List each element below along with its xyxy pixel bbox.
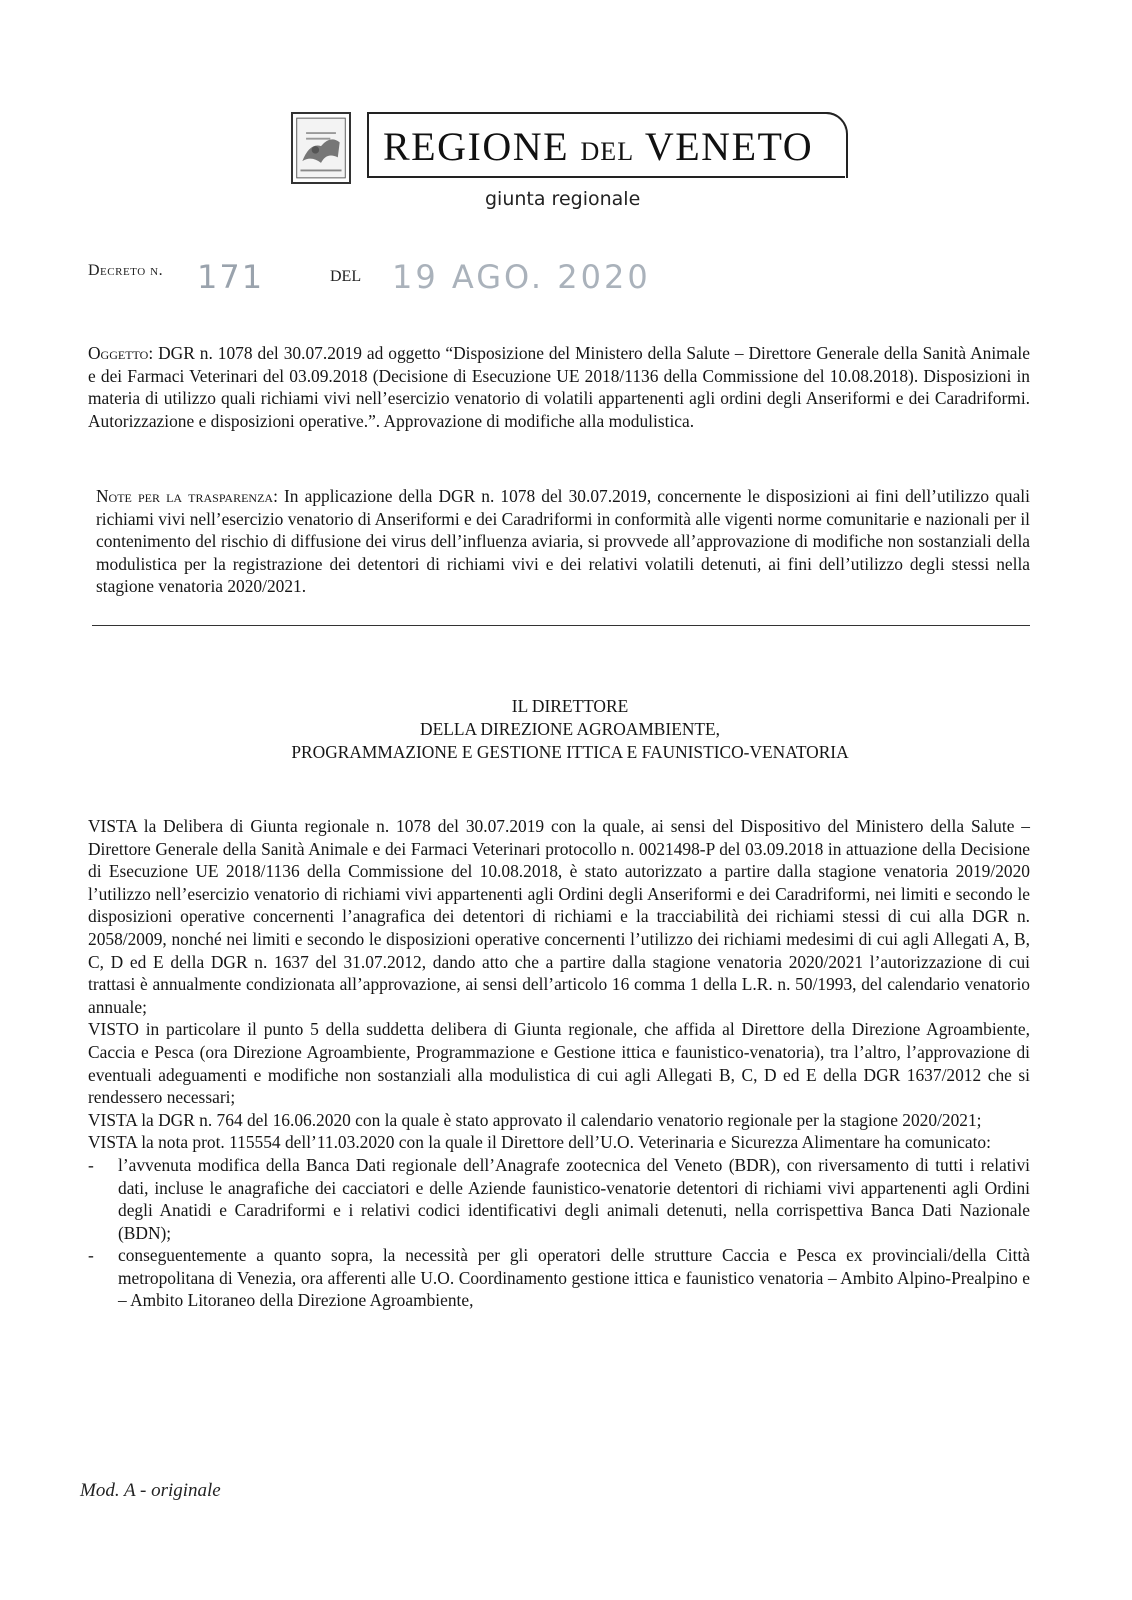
region-title-word1: REGIONE (383, 124, 570, 169)
decree-del-label: DEL (330, 268, 362, 285)
director-line-3: PROGRAMMAZIONE E GESTIONE ITTICA E FAUNISTICO-VENATORIA (291, 742, 849, 762)
decree-body (88, 815, 1030, 1312)
subtitle: giunta regionale (485, 188, 641, 210)
note-section (96, 485, 1030, 598)
communication-list (88, 1154, 1030, 1312)
list-item: - l’avvenuta modifica della Banca Dati regionale dell’Anagrafe zootecnica del Veneto (BDR), con riversamento di tutti i relativi dati, incluse le anagrafiche dei cacciatori e delle Aziende faunistico-venatorie detentori di richiami vivi appartenenti agli Ordini degli Anatidi e Caradriformi e i relativi codici identificativi degli animali detenuti, nella corrispettiva Banca Dati Nazionale (BDN); (88, 1154, 1030, 1244)
list-item: - conseguentemente a quanto sopra, la necessità per gli operatori delle strutture Caccia e Pesca ex provinciali/della Città metropolitana di Venezia, ora afferenti alle U.O. Coordinamento gestione ittica e faunistico venatoria – Ambito Alpino-Prealpino e – Ambito Litoraneo della Direzione Agroambiente, (88, 1244, 1030, 1312)
region-title-word2: DEL (580, 137, 635, 166)
decree-number-stamp: 171 (197, 258, 265, 296)
director-line-1: IL DIRETTORE (511, 696, 629, 716)
regional-coat-of-arms-icon (291, 112, 351, 184)
paragraph-vista-delibera: VISTA la Delibera di Giunta regionale n. 1078 del 30.07.2019 con la quale, ai sensi del Dispositivo del Ministero della Salute – Direttore Generale della Sanità Animale e dei Farmaci Veterinari protocollo n. 0021498-P del 03.09.2018 in attuazione della Decisione di Esecuzione UE 2018/1136 della Commissione del 10.08.2018, è stato autorizzato a partire dalla stagione venatoria 2019/2020 l’utilizzo nell’esercizio venatorio di richiami vivi appartenenti agli Ordini degli Anseriformi e dei Caradriformi, nei limiti e secondo le disposizioni operative concernenti l’anagrafica dei detentori di richiami e la tracciabilità dei richiami stessi di cui alla DGR n. 2058/2009, nonché nei limiti e secondo le disposizioni operative concernenti l’utilizzo dei richiami medesimi di cui agli Allegati A, B, C, D ed E della DGR n. 1637 del 31.07.2012, dando atto che a partire dalla stagione venatoria 2020/2021 l’autorizzazione di cui trattasi è annualmente condizionata all’approvazione, ai sensi dell’articolo 16 comma 1 della L.R. n. 50/1993, del calendario venatorio annuale; (88, 816, 1030, 1017)
director-heading (150, 695, 990, 764)
title-frame (367, 112, 845, 178)
oggetto-text: DGR n. 1078 del 30.07.2019 ad oggetto “Disposizione del Ministero della Salute – Direttore Generale della Sanità Animale e dei Farmaci Veterinari del 03.09.2018 (Decisione di Esecuzione UE 2018/1136 della Commissione del 10.08.2018). Disposizioni in materia di utilizzo quali richiami vivi nell’esercizio venatorio di volatili appartenenti agli ordini degli Anseriformi e dei Caradriformi. Autorizzazione e disposizioni operative.”. Approvazione di modifiche alla modulistica. (88, 343, 1030, 431)
oggetto-label: Oggetto: (88, 343, 154, 363)
decree-date-stamp: 19 AGO. 2020 (392, 258, 651, 296)
horizontal-divider (92, 625, 1030, 626)
director-line-2: DELLA DIREZIONE AGROAMBIENTE, (420, 719, 720, 739)
paragraph-vista-dgr-764: VISTA la DGR n. 764 del 16.06.2020 con la quale è stato approvato il calendario venatorio regionale per la stagione 2020/2021; (88, 1109, 982, 1130)
decree-label (88, 262, 163, 280)
region-title-word3: VENETO (644, 124, 814, 169)
region-title (383, 123, 813, 170)
paragraph-vista-nota: VISTA la nota prot. 115554 dell’11.03.2020 con la quale il Direttore dell’U.O. Veterinaria e Sicurezza Alimentare ha comunicato: (88, 1132, 991, 1153)
footer-form-code: Mod. A - originale (80, 1480, 221, 1501)
note-text: In applicazione della DGR n. 1078 del 30.07.2019, concernente le disposizioni ai fini dell’utilizzo quali richiami vivi nell’esercizio venatorio di Anseriformi e dei Caradriformi in conformità alle vigenti norme comunitarie e nazionali per il contenimento del rischio di diffusione dei virus dell’influenza aviaria, si provvede all’approvazione di modifiche non sostanziali della modulistica per la registrazione dei detentori di richiami vivi e dei relativi volatili detenuti, ai fini dell’utilizzo degli stessi nella stagione venatoria 2020/2021. (96, 486, 1030, 597)
paragraph-visto-punto-5: VISTO in particolare il punto 5 della suddetta delibera di Giunta regionale, che affida al Direttore della Direzione Agroambiente, Caccia e Pesca (ora Direzione Agroambiente, Programmazione e Gestione ittica e faunistico-venatoria), tra l’altro, l’approvazione di eventuali adeguamenti e modifiche non sostanziali alla modulistica di cui agli Allegati B, C, D ed E della DGR 1637/2012 che si rendessero necessari; (88, 1019, 1030, 1108)
note-label: Note per la trasparenza: (96, 486, 278, 506)
oggetto-section (88, 342, 1030, 432)
decree-label-text: Decreto n. (88, 262, 164, 279)
